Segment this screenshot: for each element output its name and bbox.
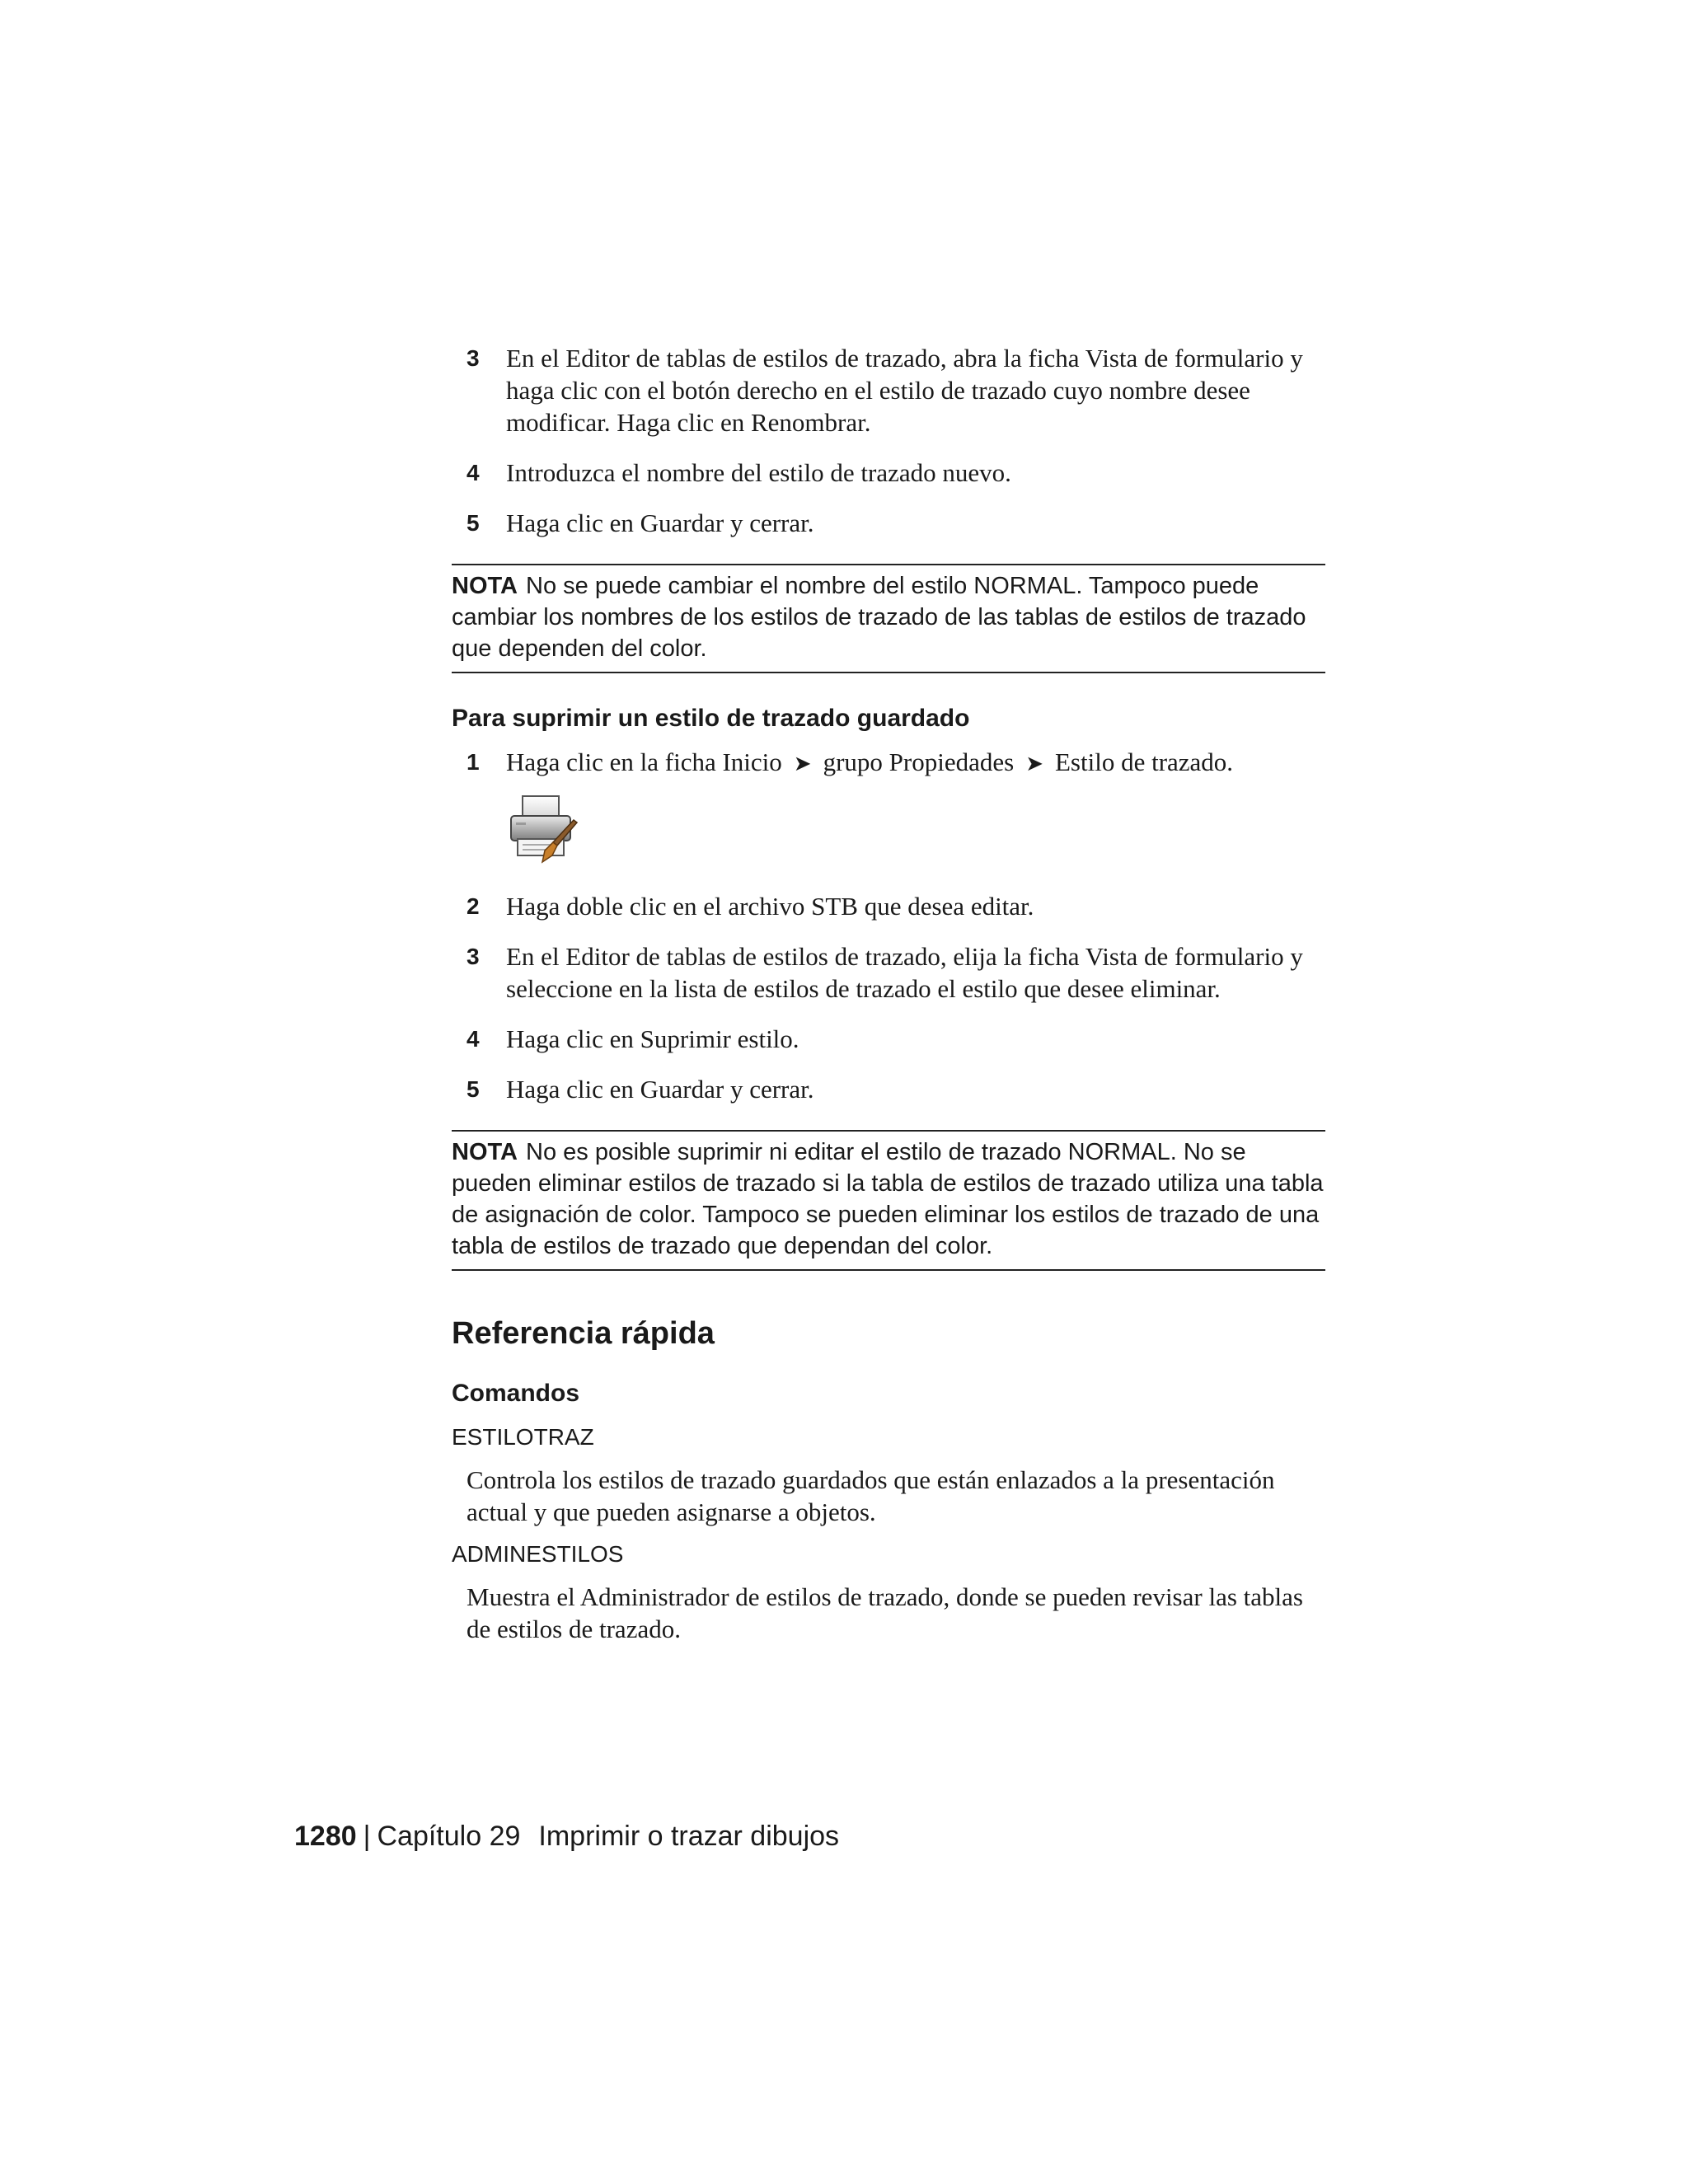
command-description: Controla los estilos de trazado guardados que están enlazados a la presentación actual y que pueden asignarse a objetos.	[467, 1465, 1275, 1526]
printer-brush-icon	[506, 791, 582, 867]
note-box-rename	[452, 564, 1325, 673]
note-label: NOTA	[452, 573, 518, 599]
list-item	[452, 940, 1325, 1005]
top-steps-list	[452, 342, 1325, 539]
list-item	[452, 1073, 1325, 1105]
command-name: ADMINESTILOS	[452, 1541, 624, 1567]
list-item	[452, 890, 1325, 922]
chapter-title: Imprimir o trazar dibujos	[538, 1821, 840, 1852]
chapter-label: Capítulo 29	[377, 1821, 521, 1852]
note-text: No es posible suprimir ni editar el estilo de trazado NORMAL. No se pueden eliminar estilos de trazado si la tabla de estilos de trazado utiliza una tabla de asignación de color. Tampoco se pueden eliminar los estilos de trazado de una tabla de estilos de trazado que dependan del color.	[452, 1139, 1324, 1259]
step-text: Haga clic en Guardar y cerrar.	[506, 1075, 814, 1104]
step-text: Haga clic en Suprimir estilo.	[506, 1024, 799, 1053]
commands-heading: Comandos	[452, 1380, 580, 1407]
list-item	[452, 746, 1325, 869]
list-item	[452, 1023, 1325, 1055]
step-number: 5	[467, 1076, 480, 1102]
note-label: NOTA	[452, 1139, 518, 1165]
footer-separator: |	[363, 1821, 371, 1852]
step-number: 3	[467, 345, 480, 371]
command-entry	[452, 1540, 1325, 1645]
step-text: Haga doble clic en el archivo STB que desea editar.	[506, 892, 1034, 921]
step-text-part: grupo Propiedades	[823, 748, 1015, 776]
step-text: En el Editor de tablas de estilos de trazado, abra la ficha Vista de formulario y haga clic con el botón derecho en el estilo de trazado cuyo nombre desee modificar. Haga clic en Renombrar.	[506, 344, 1303, 437]
step-number: 5	[467, 510, 480, 536]
step-text: Introduzca el nombre del estilo de trazado nuevo.	[506, 458, 1011, 487]
page-content	[452, 342, 1325, 1657]
page-number: 1280	[294, 1821, 357, 1852]
step-text-part: Estilo de trazado.	[1054, 748, 1234, 776]
step-number: 4	[467, 460, 480, 485]
step-text: En el Editor de tablas de estilos de trazado, elija la ficha Vista de formulario y seleccione en la lista de estilos de trazado el estilo que desee eliminar.	[506, 942, 1303, 1003]
arrow-icon: ➤	[793, 751, 812, 776]
step-number: 3	[467, 944, 480, 969]
list-item	[452, 457, 1325, 489]
ribbon-button-icon	[506, 791, 1325, 869]
step-text-part: Haga clic en la ficha Inicio	[506, 748, 782, 776]
command-entry	[452, 1422, 1325, 1528]
command-description: Muestra el Administrador de estilos de trazado, donde se pueden revisar las tablas de estilos de trazado.	[467, 1582, 1303, 1643]
step-number: 2	[467, 893, 480, 919]
procedure-steps-list	[452, 746, 1325, 1105]
command-name: ESTILOTRAZ	[452, 1424, 594, 1450]
list-item	[452, 342, 1325, 438]
page-footer	[294, 1818, 839, 1854]
note-text: No se puede cambiar el nombre del estilo NORMAL. Tampoco puede cambiar los nombres de los estilos de trazado de las tablas de estilos de trazado que dependen del color.	[452, 573, 1306, 662]
arrow-icon: ➤	[1025, 751, 1043, 776]
step-text: Haga clic en Guardar y cerrar.	[506, 509, 814, 537]
procedure-title: Para suprimir un estilo de trazado guardado	[452, 705, 970, 732]
section-title-quick-reference: Referencia rápida	[452, 1316, 715, 1351]
step-number: 4	[467, 1026, 480, 1052]
note-box-delete	[452, 1130, 1325, 1271]
list-item	[452, 507, 1325, 539]
step-number: 1	[467, 749, 480, 775]
